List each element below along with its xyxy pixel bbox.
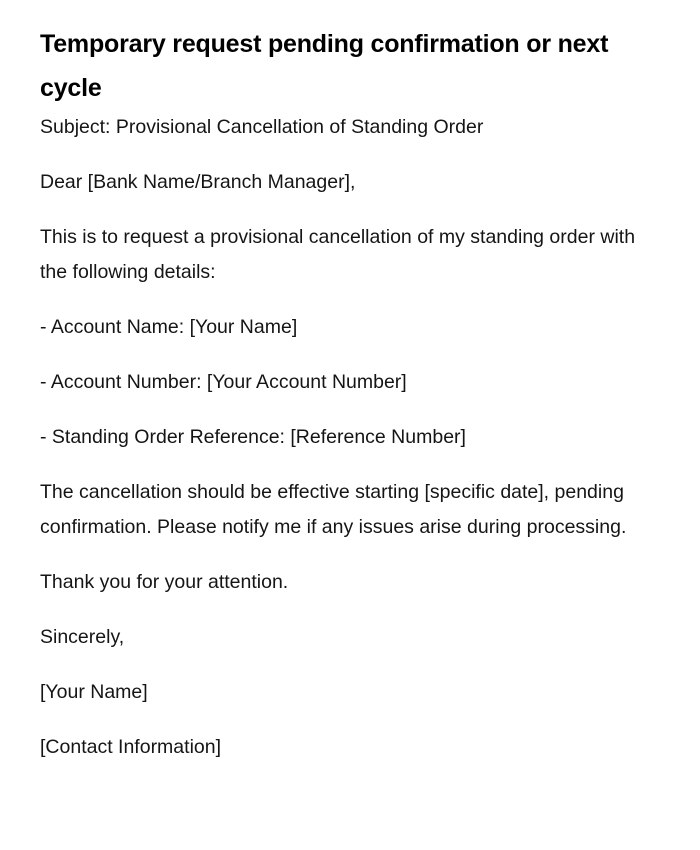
detail-order-reference: - Standing Order Reference: [Reference Number]: [40, 426, 466, 448]
body-paragraph: The cancellation should be effective starting [specific date], pending confirmation. Please notify me if any issues arise during processing.: [40, 481, 627, 538]
subject-line: Subject: Provisional Cancellation of Standing Order: [40, 116, 484, 138]
intro-paragraph: This is to request a provisional cancellation of my standing order with the following details:: [40, 226, 636, 283]
document-title: Temporary request pending confirmation or next cycle: [40, 30, 609, 102]
thanks-line: Thank you for your attention.: [40, 571, 289, 593]
contact-information: [Contact Information]: [40, 736, 222, 758]
signature-name: [Your Name]: [40, 681, 148, 703]
closing-line: Sincerely,: [40, 626, 125, 648]
salutation: Dear [Bank Name/Branch Manager],: [40, 171, 356, 193]
detail-account-name: - Account Name: [Your Name]: [40, 316, 298, 338]
letter-document: [40, 22, 650, 785]
detail-account-number: - Account Number: [Your Account Number]: [40, 371, 407, 393]
